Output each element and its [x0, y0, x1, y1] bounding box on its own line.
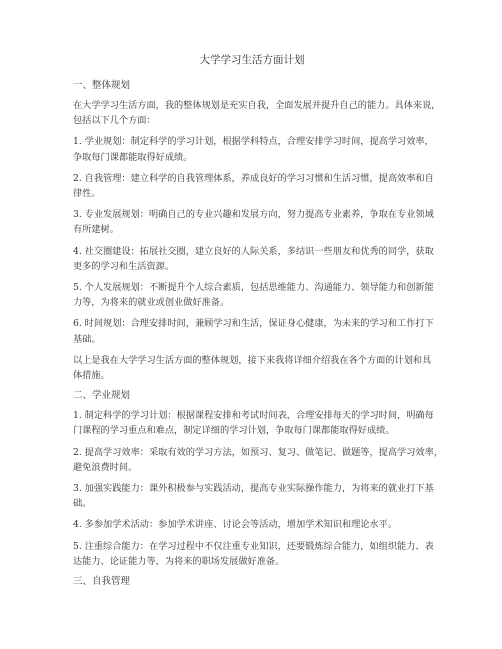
paragraph — [73, 353, 431, 383]
paragraph — [73, 517, 431, 532]
paragraph-line: 3. 专业发展规划：明确自己的专业兴趣和发展方向，努力提高专业素养，争取在专业领域 — [73, 209, 434, 221]
paragraph-line: 2. 提高学习效率：采取有效的学习方法，如预习、复习、做笔记、做题等，提高学习效率， — [73, 446, 443, 458]
paragraph-line: 争取每门课都能取得好成绩。 — [73, 151, 193, 163]
paragraph-line: 1. 制定科学的学习计划：根据课程安排和考试时间表，合理安排每天的学习时间，明确每 — [73, 410, 434, 422]
paragraph-line: 体措施。 — [73, 370, 110, 382]
paragraph — [73, 134, 434, 164]
paragraph — [73, 171, 434, 201]
paragraph-line: 避免浪费时间。 — [73, 461, 138, 473]
paragraph-line: 5. 个人发展规划：不断提升个人综合素质，包括思维能力、沟通能力、领导能力和创新能 — [73, 282, 434, 294]
paragraph-line: 门课程的学习重点和难点，制定详细的学习计划，争取每门课都能取得好成绩。 — [73, 425, 395, 437]
document-title: 大学学习生活方面计划 — [199, 54, 305, 66]
paragraph-line: 4. 多参加学术活动：参加学术讲座、讨论会等活动，增加学术知识和理论水平。 — [73, 519, 398, 531]
paragraph — [73, 207, 434, 237]
section-heading-self-management: 三、自我管理 — [73, 576, 131, 588]
section-heading-overall-plan: 一、整体规划 — [73, 80, 131, 91]
paragraph-line: 1. 学业规划：制定科学的学习计划，根据学科特点，合理安排学习时间，提高学习效率， — [73, 136, 434, 148]
paragraph — [73, 280, 434, 310]
paragraph-line: 2. 自我管理：建立科学的自我管理体系，养成良好的学习习惯和生活习惯，提高效率和自 — [73, 172, 434, 184]
paragraph-line: 力等，为将来的就业或创业做好准备。 — [73, 297, 230, 309]
paragraph-line: 更多的学习和生活资源。 — [73, 260, 175, 272]
paragraph — [73, 445, 443, 475]
paragraph — [73, 481, 434, 511]
paragraph-line: 在大学学习生活方面，我的整体规划是充实自我，全面发展并提升自己的能力。具体来说， — [73, 100, 441, 111]
paragraph-line: 4. 社交圈建设：拓展社交圈，建立良好的人际关系，多结识一些朋友和优秀的同学，获取 — [73, 245, 434, 257]
paragraph — [73, 316, 434, 346]
paragraph-line: 达能力、论证能力等，为将来的职场发展做好准备。 — [73, 555, 285, 567]
paragraph-line: 5. 注重综合能力：在学习过程中不仅注重专业知识，还要锻炼综合能力，如组织能力、表 — [73, 540, 434, 552]
paragraph-line: 6. 时间规划：合理安排时间，兼顾学习和生活，保证身心健康，为未来的学习和工作打下 — [73, 318, 434, 330]
paragraph — [73, 408, 434, 438]
paragraph-line: 基础。 — [73, 333, 101, 345]
paragraph-line: 包括以下几个方面： — [73, 115, 156, 127]
paragraph-line: 3. 加强实践能力：课外积极参与实践活动，提高专业实际操作能力，为将来的就业打下基 — [73, 483, 434, 495]
paragraph-line: 律性。 — [73, 188, 101, 200]
section-heading-academic-plan: 二、学业规划 — [73, 390, 131, 402]
paragraph — [73, 244, 434, 274]
paragraph — [73, 98, 441, 128]
paragraph-line: 有所建树。 — [73, 224, 119, 236]
paragraph — [73, 539, 434, 569]
paragraph-line: 以上是我在大学学习生活方面的整体规划，接下来我将详细介绍我在各个方面的计划和具 — [73, 354, 432, 366]
paragraph-line: 础。 — [73, 498, 92, 510]
document-content — [73, 53, 443, 594]
